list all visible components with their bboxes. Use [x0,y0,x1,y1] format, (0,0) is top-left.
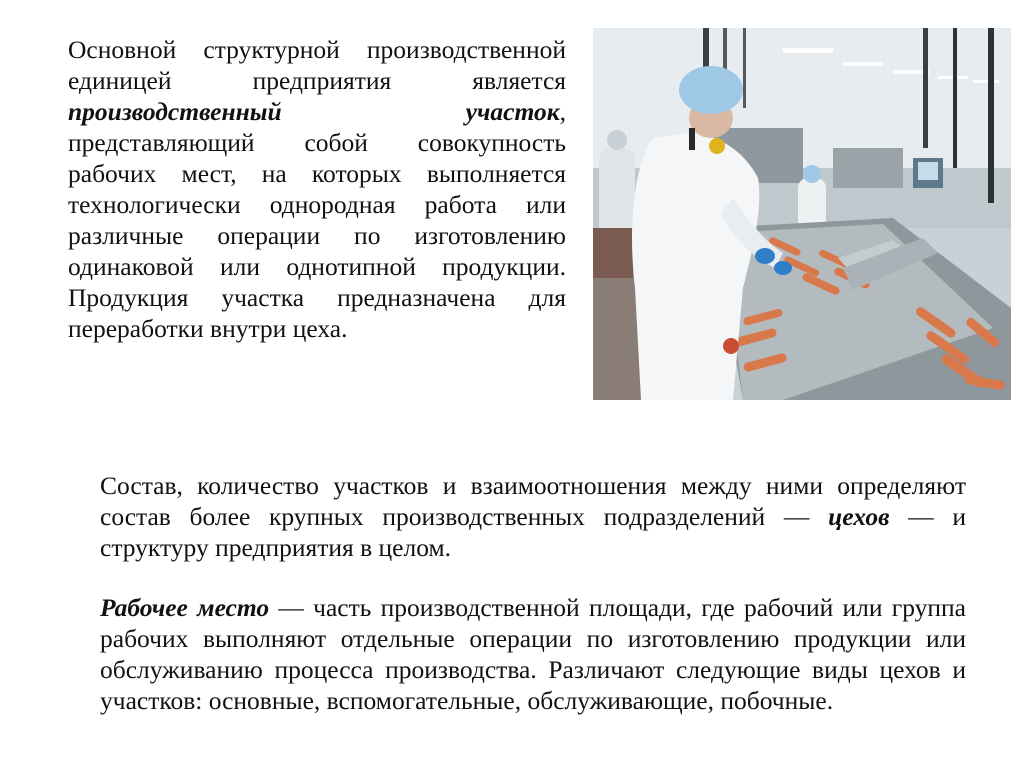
text-segment: — и структуру предприятия в целом. [100,502,966,562]
text-segment: — часть производственной площади, где рабочий или группа рабочих выполняют отдельные операции по изготовлению продукции или обслуживанию процесса производства. Различают следующие виды цехов и участков: основные, вспомогательные, обслуживающие, побочные. [100,593,966,715]
paragraph-workshops [100,470,966,563]
factory-photo [593,28,1011,400]
term-production-section: производственный участок [68,97,560,126]
factory-photo-illustration [593,28,1011,400]
term-workshops: цехов [828,502,890,531]
text-segment: , представляющий собой совокупность рабочих мест, на которых выполняется технологически однородная работа или различные операции по изготовлению одинаковой или однотипной продукции. Продукция участка предназначена для переработки внутри цеха. [68,97,566,343]
term-workplace: Рабочее место [100,593,270,622]
paragraph-production-section [68,34,566,344]
paragraph-workplace [100,592,966,716]
text-segment: Основной структурной производственной единицей предприятия является [68,35,566,95]
text-segment: Состав, количество участков и взаимоотношения между ними определяют состав более крупных производственных подразделений — [100,471,966,531]
